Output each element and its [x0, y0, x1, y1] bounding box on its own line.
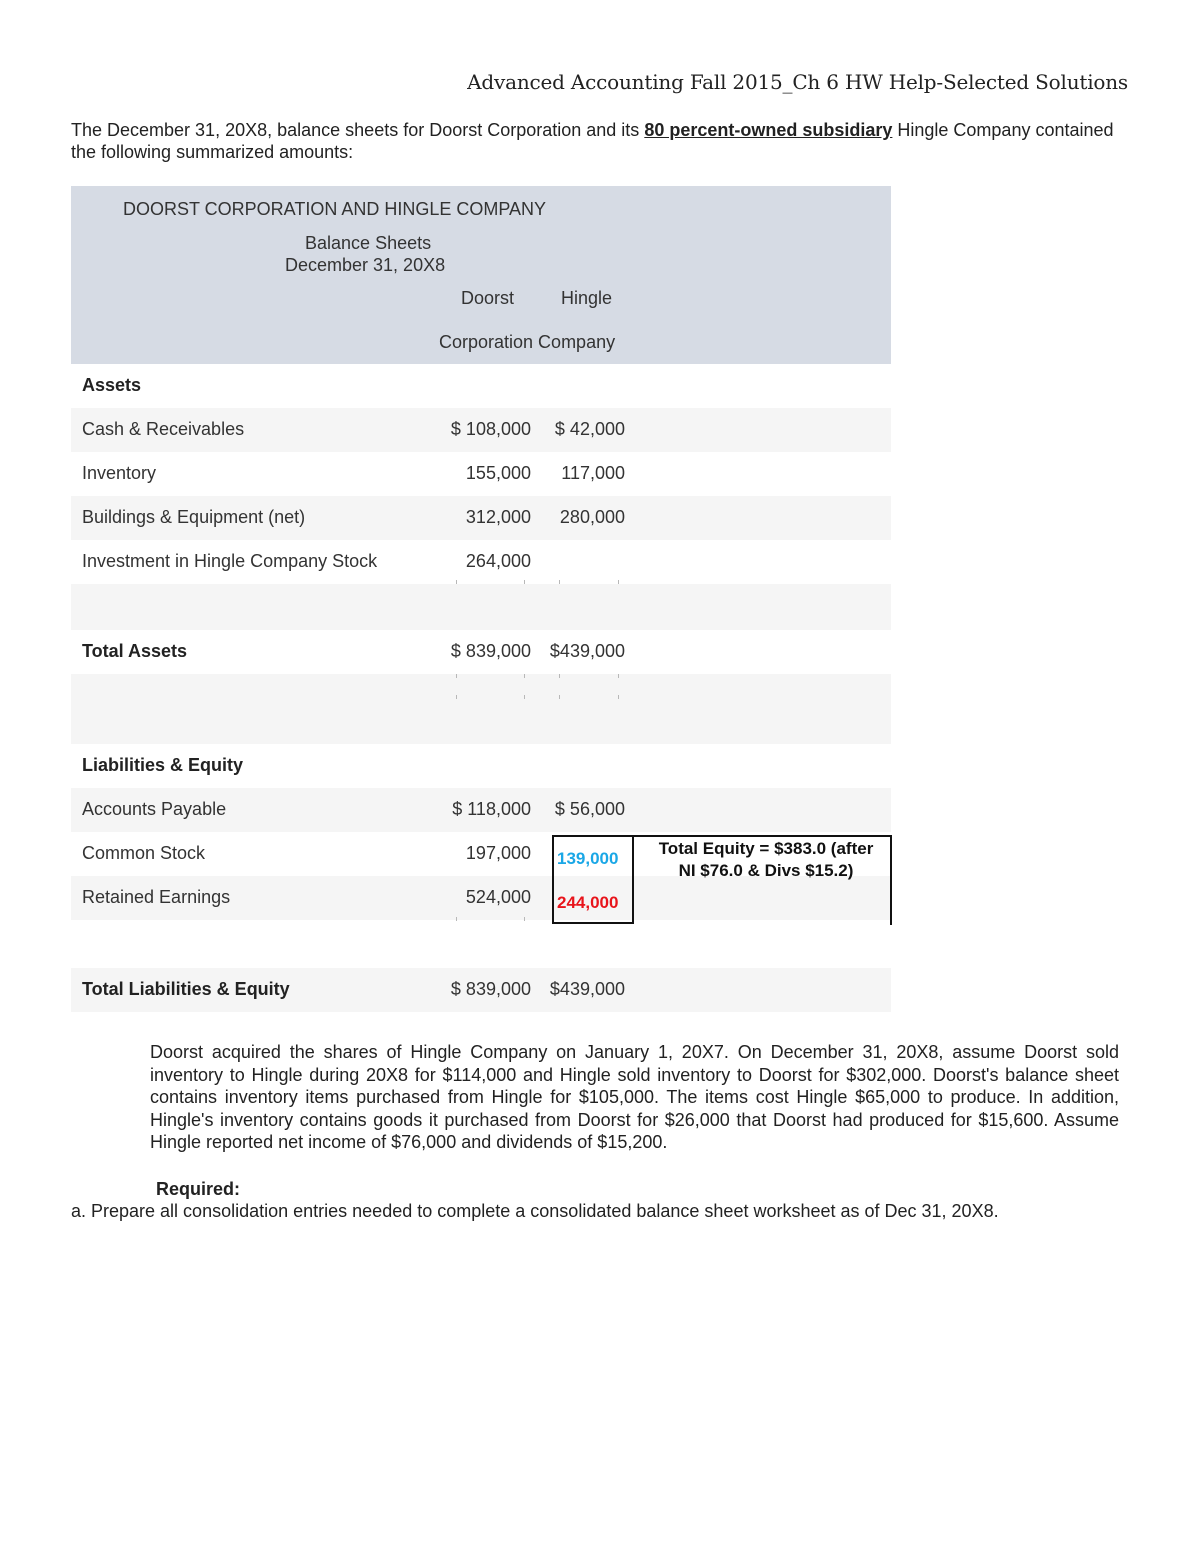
doorst-value: 264,000 [465, 551, 531, 571]
rule-tick [524, 695, 525, 699]
rule-tick [456, 674, 457, 678]
rule-tick [524, 917, 525, 921]
hingle-value: $ 42,000 [554, 419, 625, 439]
assets-heading-row [71, 364, 891, 408]
row-label: Common Stock [82, 843, 206, 863]
rule-tick [524, 580, 525, 584]
col-header-hingle: Hingle [561, 288, 613, 308]
col-header-entity-types: Corporation Company [439, 332, 616, 352]
intro-emphasis: 80 percent-owned subsidiary [644, 120, 893, 140]
doorst-value: $ 108,000 [450, 419, 531, 439]
assets-heading: Assets [82, 375, 142, 395]
doorst-value: $ 118,000 [452, 799, 531, 819]
row-label: Accounts Payable [82, 799, 227, 819]
total-assets-row [71, 630, 891, 674]
row-label: Retained Earnings [82, 887, 231, 907]
row-label: Investment in Hingle Company Stock [82, 551, 378, 571]
doorst-value: 197,000 [465, 843, 531, 863]
balance-sheet-header [71, 186, 891, 364]
hingle-total-liab-equity: $439,000 [549, 979, 625, 999]
annotation-line-2: NI $76.0 & Divs $15.2) [678, 861, 854, 880]
hingle-total-assets: $439,000 [549, 641, 625, 661]
intro-text-before: The December 31, 20X8, balance sheets for Doorst Corporation and its [71, 120, 645, 140]
intro-paragraph [71, 119, 1131, 163]
task-a: a. Prepare all consolidation entries needed to complete a consolidated balance sheet worksheet as of Dec 31, 20X8. [71, 1201, 999, 1221]
rule-tick [456, 580, 457, 584]
hingle-value: 117,000 [561, 463, 625, 483]
sheet-date: December 31, 20X8 [285, 255, 446, 275]
hingle-retained-earnings-highlight: 244,000 [557, 893, 619, 912]
col-header-doorst: Doorst [461, 288, 515, 308]
rule-tick [618, 674, 619, 678]
rule-tick [559, 580, 560, 584]
rule-tick [618, 695, 619, 699]
rule-tick [456, 917, 457, 921]
required-heading: Required: [156, 1179, 241, 1199]
doorst-value: 312,000 [465, 507, 531, 527]
spacer-row [71, 584, 891, 630]
doorst-value: 155,000 [465, 463, 531, 483]
company-name: DOORST CORPORATION AND HINGLE COMPANY [123, 199, 547, 219]
liabilities-heading: Liabilities & Equity [82, 755, 244, 775]
hingle-common-stock-highlight: 139,000 [557, 849, 619, 868]
doorst-total-liab-equity: $ 839,000 [450, 979, 531, 999]
doorst-value: 524,000 [465, 887, 531, 907]
sheet-title [285, 232, 445, 254]
table-row [71, 540, 891, 584]
doorst-total-assets: $ 839,000 [450, 641, 531, 661]
rule-tick [456, 695, 457, 699]
total-liabilities-equity-row [71, 968, 891, 1012]
sheet-title-text: Balance Sheets [305, 233, 432, 253]
sheet-subtitle [285, 232, 445, 276]
intro-text-after: Hingle Company contained the following summarized amounts: [71, 120, 1114, 162]
total-equity-annotation [640, 838, 892, 882]
row-label: Cash & Receivables [82, 419, 245, 439]
hingle-value: 280,000 [559, 507, 625, 527]
table-row [71, 408, 891, 452]
table-row [71, 496, 891, 540]
row-label: Buildings & Equipment (net) [82, 507, 306, 527]
annotation-line-1: Total Equity = $383.0 (after [658, 839, 874, 858]
row-label: Inventory [82, 463, 157, 483]
rule-tick [559, 674, 560, 678]
rule-tick [559, 695, 560, 699]
document-header-title: Advanced Accounting Fall 2015_Ch 6 HW Help-Selected Solutions [467, 70, 1128, 94]
table-row [71, 788, 891, 832]
total-liabilities-equity-label: Total Liabilities & Equity [82, 979, 290, 999]
problem-paragraph: Doorst acquired the shares of Hingle Company on January 1, 20X7. On December 31, 20X8, assume Doorst sold inventory to Hingle during 20X8 for $114,000 and Hingle sold inventory to Doorst for $302,000. Doorst's balance sheet contains inventory items purchased from Hingle for $105,000. The items cost Hingle $65,000 to produce. In addition, Hingle's inventory contains goods it purchased from Doorst for $26,000 that Doorst had produced for $15,600. Assume Hingle reported net income of $76,000 and dividends of $15,200. [150, 1042, 1119, 1152]
spacer-row [71, 920, 891, 968]
total-assets-label: Total Assets [82, 641, 188, 661]
hingle-value: $ 56,000 [554, 799, 625, 819]
balance-sheet-table [71, 186, 891, 1012]
table-row [71, 452, 891, 496]
rule-tick [524, 674, 525, 678]
rule-tick [618, 580, 619, 584]
spacer-row [71, 674, 891, 744]
liabilities-heading-row [71, 744, 891, 788]
